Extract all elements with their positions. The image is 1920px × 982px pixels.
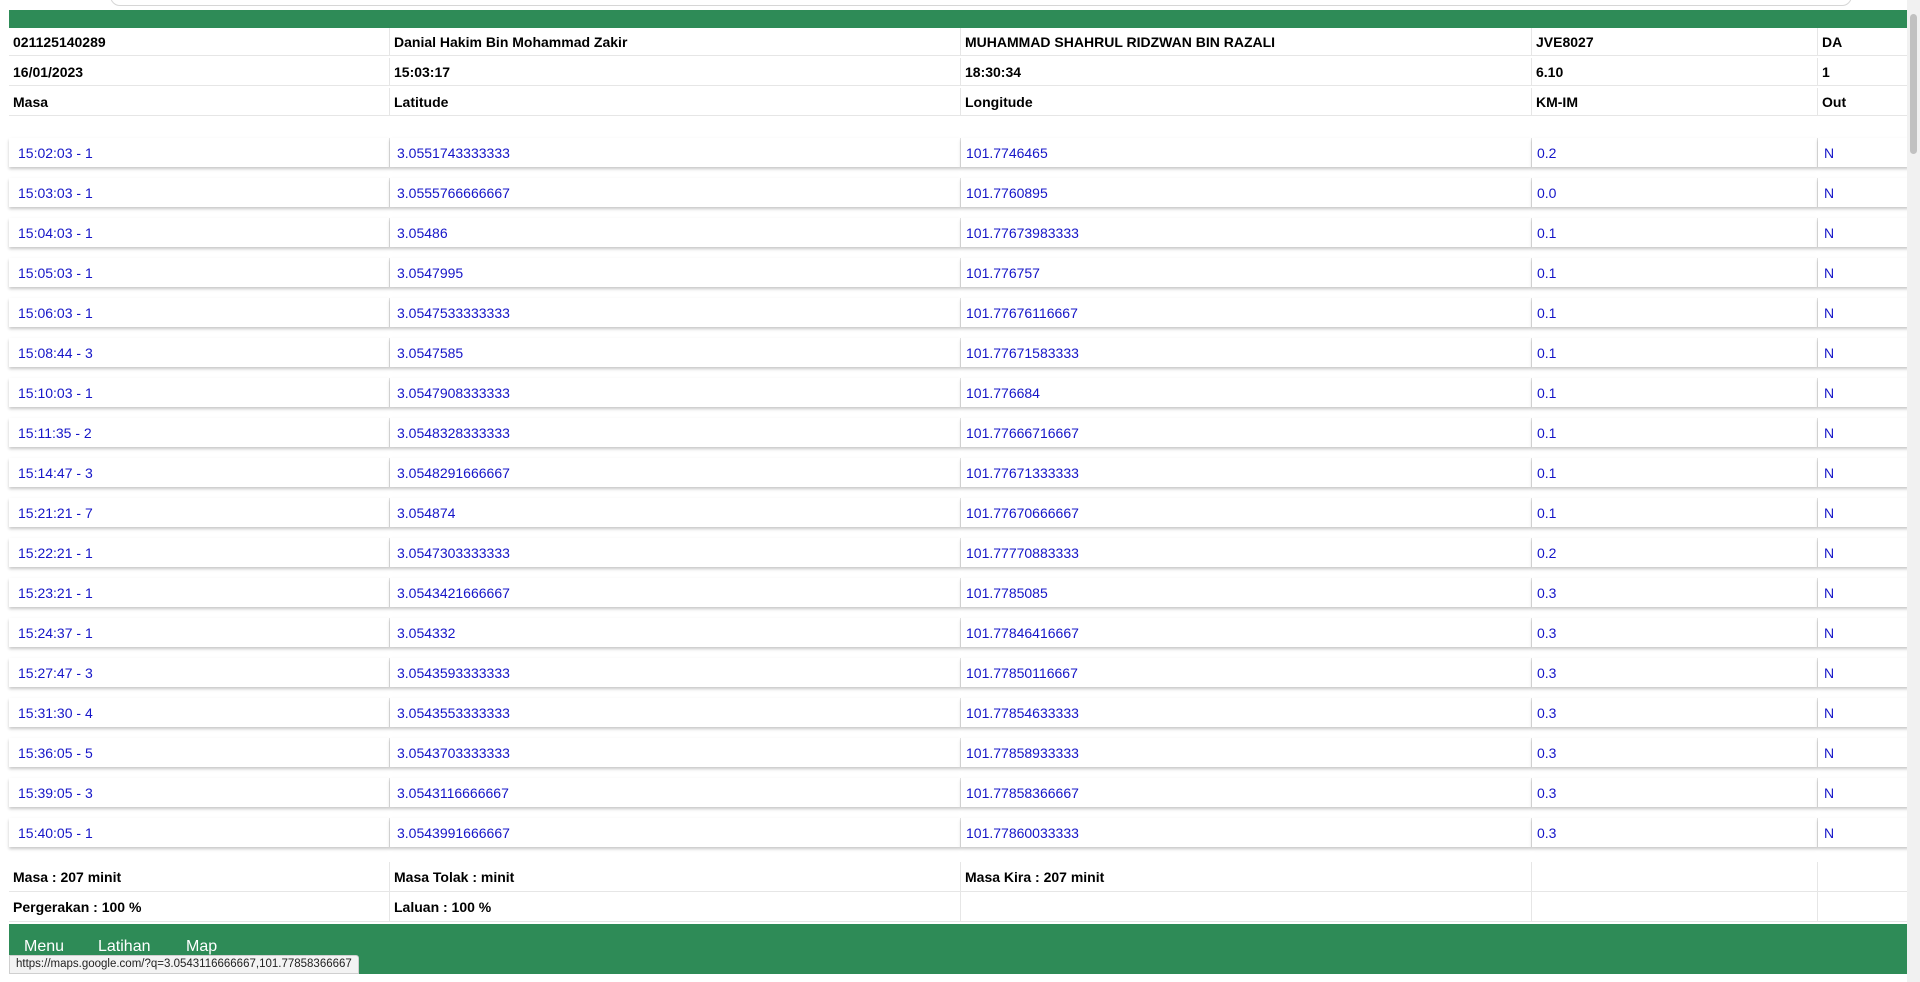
record-km[interactable]: 0.0 bbox=[1532, 178, 1818, 207]
col-km-im: KM-IM bbox=[1532, 88, 1818, 116]
record-time[interactable]: 15:10:03 - 1 bbox=[9, 378, 390, 407]
record-row[interactable] bbox=[9, 338, 1909, 367]
vertical-scrollbar[interactable] bbox=[1907, 0, 1920, 982]
record-longitude[interactable]: 101.77671583333 bbox=[961, 338, 1532, 367]
record-out[interactable]: N bbox=[1818, 698, 1909, 727]
record-row[interactable] bbox=[9, 298, 1909, 327]
header-row-session bbox=[9, 58, 1909, 86]
record-row[interactable] bbox=[9, 618, 1909, 647]
nav-map-link[interactable]: Map bbox=[186, 938, 218, 955]
record-time[interactable]: 15:02:03 - 1 bbox=[9, 138, 390, 167]
record-out[interactable]: N bbox=[1818, 178, 1909, 207]
record-out[interactable]: N bbox=[1818, 618, 1909, 647]
record-out[interactable]: N bbox=[1818, 218, 1909, 247]
browser-top-strip bbox=[0, 0, 1920, 10]
record-km[interactable]: 0.3 bbox=[1532, 818, 1818, 847]
record-longitude[interactable]: 101.77858933333 bbox=[961, 738, 1532, 767]
record-row[interactable] bbox=[9, 818, 1909, 847]
record-longitude[interactable]: 101.7746465 bbox=[961, 138, 1532, 167]
summary-row-2 bbox=[9, 892, 1909, 922]
summary-masa-kira: Masa Kira : 207 minit bbox=[961, 862, 1532, 892]
record-km[interactable]: 0.1 bbox=[1532, 418, 1818, 447]
record-out[interactable]: N bbox=[1818, 738, 1909, 767]
record-latitude[interactable]: 3.0547533333333 bbox=[390, 298, 961, 327]
column-header-row bbox=[9, 88, 1909, 116]
record-row[interactable] bbox=[9, 658, 1909, 687]
record-latitude[interactable]: 3.054874 bbox=[390, 498, 961, 527]
record-km[interactable]: 0.1 bbox=[1532, 458, 1818, 487]
record-latitude[interactable]: 3.0543593333333 bbox=[390, 658, 961, 687]
record-time[interactable]: 15:14:47 - 3 bbox=[9, 458, 390, 487]
session-count: 1 bbox=[1818, 58, 1909, 86]
record-latitude[interactable]: 3.05486 bbox=[390, 218, 961, 247]
record-km[interactable]: 0.1 bbox=[1532, 218, 1818, 247]
end-time: 18:30:34 bbox=[961, 58, 1532, 86]
record-time[interactable]: 15:06:03 - 1 bbox=[9, 298, 390, 327]
record-out[interactable]: N bbox=[1818, 538, 1909, 567]
record-time[interactable]: 15:22:21 - 1 bbox=[9, 538, 390, 567]
record-km[interactable]: 0.2 bbox=[1532, 138, 1818, 167]
record-time[interactable]: 15:21:21 - 7 bbox=[9, 498, 390, 527]
record-time[interactable]: 15:04:03 - 1 bbox=[9, 218, 390, 247]
summary-pergerakan: Pergerakan : 100 % bbox=[9, 892, 390, 922]
record-time[interactable]: 15:24:37 - 1 bbox=[9, 618, 390, 647]
record-out[interactable]: N bbox=[1818, 138, 1909, 167]
link-status-bar: https://maps.google.com/?q=3.0543116666667,101.77858366667 bbox=[9, 955, 359, 974]
record-latitude[interactable]: 3.0547995 bbox=[390, 258, 961, 287]
record-out[interactable]: N bbox=[1818, 338, 1909, 367]
record-time[interactable]: 15:05:03 - 1 bbox=[9, 258, 390, 287]
record-time[interactable]: 15:36:05 - 5 bbox=[9, 738, 390, 767]
record-time[interactable]: 15:27:47 - 3 bbox=[9, 658, 390, 687]
record-latitude[interactable]: 3.0543421666667 bbox=[390, 578, 961, 607]
record-latitude[interactable]: 3.0543116666667 bbox=[390, 778, 961, 807]
record-km[interactable]: 0.3 bbox=[1532, 698, 1818, 727]
record-row[interactable] bbox=[9, 258, 1909, 287]
top-green-band bbox=[9, 10, 1909, 28]
record-row[interactable] bbox=[9, 578, 1909, 607]
summary-empty-2 bbox=[1818, 862, 1909, 892]
record-time[interactable]: 15:31:30 - 4 bbox=[9, 698, 390, 727]
record-km[interactable]: 0.1 bbox=[1532, 338, 1818, 367]
record-row[interactable] bbox=[9, 538, 1909, 567]
record-latitude[interactable]: 3.0543991666667 bbox=[390, 818, 961, 847]
record-longitude[interactable]: 101.77846416667 bbox=[961, 618, 1532, 647]
record-row[interactable] bbox=[9, 178, 1909, 207]
col-longitude: Longitude bbox=[961, 88, 1532, 116]
nav-menu-link[interactable]: Menu bbox=[24, 938, 65, 955]
scrollbar-thumb[interactable] bbox=[1910, 14, 1917, 154]
header-row-ids bbox=[9, 28, 1909, 56]
record-time[interactable]: 15:03:03 - 1 bbox=[9, 178, 390, 207]
record-latitude[interactable]: 3.054332 bbox=[390, 618, 961, 647]
record-row[interactable] bbox=[9, 418, 1909, 447]
record-km[interactable]: 0.1 bbox=[1532, 378, 1818, 407]
record-latitude[interactable]: 3.0551743333333 bbox=[390, 138, 961, 167]
record-time[interactable]: 15:39:05 - 3 bbox=[9, 778, 390, 807]
record-out[interactable]: N bbox=[1818, 778, 1909, 807]
address-bar[interactable] bbox=[110, 0, 1852, 6]
col-masa: Masa bbox=[9, 88, 390, 116]
summary-masa: Masa : 207 minit bbox=[9, 862, 390, 892]
total-km: 6.10 bbox=[1532, 58, 1818, 86]
student-name: Danial Hakim Bin Mohammad Zakir bbox=[390, 28, 961, 56]
summary-empty-1 bbox=[1532, 862, 1818, 892]
record-longitude[interactable]: 101.77770883333 bbox=[961, 538, 1532, 567]
record-latitude[interactable]: 3.0543553333333 bbox=[390, 698, 961, 727]
record-latitude[interactable]: 3.0543703333333 bbox=[390, 738, 961, 767]
record-km[interactable]: 0.1 bbox=[1532, 298, 1818, 327]
record-longitude[interactable]: 101.77860033333 bbox=[961, 818, 1532, 847]
record-km[interactable]: 0.1 bbox=[1532, 498, 1818, 527]
instructor-name: MUHAMMAD SHAHRUL RIDZWAN BIN RAZALI bbox=[961, 28, 1532, 56]
record-time[interactable]: 15:11:35 - 2 bbox=[9, 418, 390, 447]
record-longitude[interactable]: 101.77676116667 bbox=[961, 298, 1532, 327]
license-class: DA bbox=[1818, 28, 1909, 56]
student-id: 021125140289 bbox=[9, 28, 390, 56]
record-out[interactable]: N bbox=[1818, 658, 1909, 687]
summary-empty-5 bbox=[1818, 892, 1909, 922]
record-row[interactable] bbox=[9, 698, 1909, 727]
record-latitude[interactable]: 3.0547303333333 bbox=[390, 538, 961, 567]
record-row[interactable] bbox=[9, 498, 1909, 527]
record-latitude[interactable]: 3.0547908333333 bbox=[390, 378, 961, 407]
summary-empty-3 bbox=[961, 892, 1532, 922]
record-km[interactable]: 0.2 bbox=[1532, 538, 1818, 567]
record-out[interactable]: N bbox=[1818, 378, 1909, 407]
record-latitude[interactable]: 3.0548328333333 bbox=[390, 418, 961, 447]
record-longitude[interactable]: 101.77670666667 bbox=[961, 498, 1532, 527]
summary-laluan: Laluan : 100 % bbox=[390, 892, 961, 922]
nav-latihan-link[interactable]: Latihan bbox=[98, 938, 151, 955]
record-time[interactable]: 15:40:05 - 1 bbox=[9, 818, 390, 847]
record-km[interactable]: 0.3 bbox=[1532, 618, 1818, 647]
record-out[interactable]: N bbox=[1818, 258, 1909, 287]
record-longitude[interactable]: 101.77673983333 bbox=[961, 218, 1532, 247]
session-date: 16/01/2023 bbox=[9, 58, 390, 86]
record-km[interactable]: 0.3 bbox=[1532, 738, 1818, 767]
col-latitude: Latitude bbox=[390, 88, 961, 116]
record-longitude[interactable]: 101.776757 bbox=[961, 258, 1532, 287]
record-out[interactable]: N bbox=[1818, 498, 1909, 527]
record-row[interactable] bbox=[9, 378, 1909, 407]
record-out[interactable]: N bbox=[1818, 578, 1909, 607]
summary-masa-tolak: Masa Tolak : minit bbox=[390, 862, 961, 892]
record-km[interactable]: 0.3 bbox=[1532, 578, 1818, 607]
record-longitude[interactable]: 101.77666716667 bbox=[961, 418, 1532, 447]
summary-row-1 bbox=[9, 862, 1909, 892]
record-latitude[interactable]: 3.0547585 bbox=[390, 338, 961, 367]
record-row[interactable] bbox=[9, 458, 1909, 487]
record-out[interactable]: N bbox=[1818, 818, 1909, 847]
record-longitude[interactable]: 101.7785085 bbox=[961, 578, 1532, 607]
record-km[interactable]: 0.1 bbox=[1532, 258, 1818, 287]
summary-empty-4 bbox=[1532, 892, 1818, 922]
record-row[interactable] bbox=[9, 778, 1909, 807]
record-km[interactable]: 0.3 bbox=[1532, 658, 1818, 687]
start-time: 15:03:17 bbox=[390, 58, 961, 86]
vehicle-plate: JVE8027 bbox=[1532, 28, 1818, 56]
record-km[interactable]: 0.3 bbox=[1532, 778, 1818, 807]
record-longitude[interactable]: 101.77850116667 bbox=[961, 658, 1532, 687]
record-latitude[interactable]: 3.0555766666667 bbox=[390, 178, 961, 207]
record-longitude[interactable]: 101.7760895 bbox=[961, 178, 1532, 207]
col-out: Out bbox=[1818, 88, 1909, 116]
record-out[interactable]: N bbox=[1818, 418, 1909, 447]
record-row[interactable] bbox=[9, 218, 1909, 247]
record-longitude[interactable]: 101.77854633333 bbox=[961, 698, 1532, 727]
record-latitude[interactable]: 3.0548291666667 bbox=[390, 458, 961, 487]
record-time[interactable]: 15:08:44 - 3 bbox=[9, 338, 390, 367]
record-longitude[interactable]: 101.776684 bbox=[961, 378, 1532, 407]
record-row[interactable] bbox=[9, 738, 1909, 767]
record-out[interactable]: N bbox=[1818, 458, 1909, 487]
record-longitude[interactable]: 101.77671333333 bbox=[961, 458, 1532, 487]
record-out[interactable]: N bbox=[1818, 298, 1909, 327]
record-time[interactable]: 15:23:21 - 1 bbox=[9, 578, 390, 607]
record-longitude[interactable]: 101.77858366667 bbox=[961, 778, 1532, 807]
record-row[interactable] bbox=[9, 138, 1909, 167]
